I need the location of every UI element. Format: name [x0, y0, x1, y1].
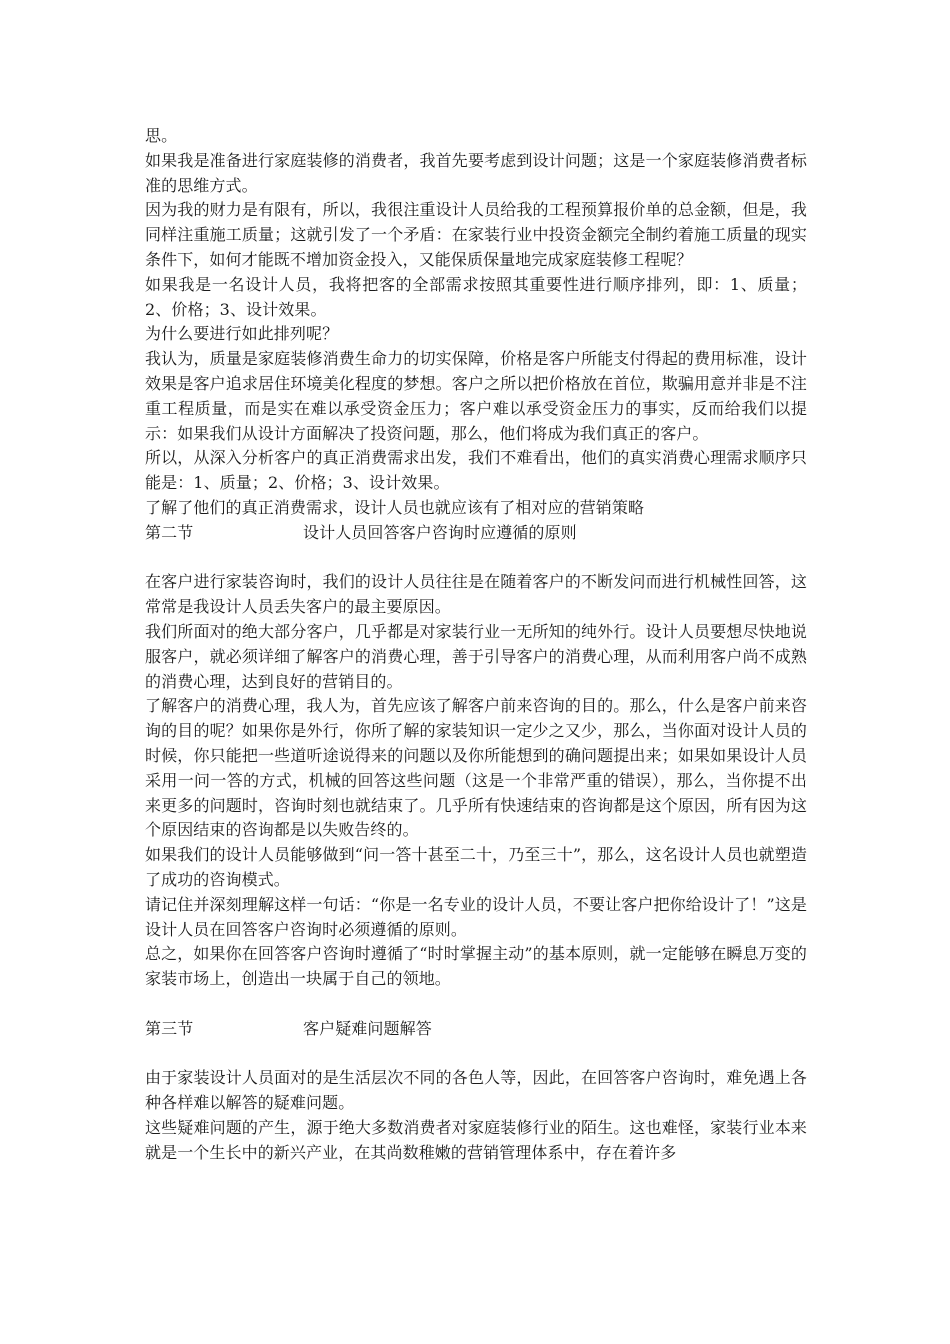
paragraph: 如果我是一名设计人员，我将把客的全部需求按照其重要性进行顺序排列，即：1、质量；2、价格；3、设计效果。: [145, 274, 807, 319]
paragraph: 思。: [145, 126, 178, 145]
paragraph: 了解了他们的真正消费需求，设计人员也就应该有了相对应的营销策略: [145, 497, 645, 517]
section-title: 设计人员回答客户咨询时应遵循的原则: [303, 522, 577, 542]
paragraph: 请记住并深刻理解这样一句话：“你是一名专业的设计人员，不要让客户把你给设计了！”这是设计人员在回答客户咨询时必须遵循的原则。: [145, 894, 807, 939]
blank-line: [145, 546, 807, 571]
paragraph: 如果我们的设计人员能够做到“问一答十甚至二十，乃至三十”，那么，这名设计人员也就塑造了成功的咨询模式。: [145, 845, 807, 889]
paragraph: 在客户进行家装咨询时，我们的设计人员往往是在随着客户的不断发问而进行机械性回答，这常常是我设计人员丢失客户的最主要原因。: [145, 572, 807, 617]
document-body: [145, 124, 807, 1165]
blank-line: [145, 992, 807, 1017]
paragraph: 我认为，质量是家庭装修消费生命力的切实保障，价格是客户所能支付得起的费用标准，设计效果是客户追求居住环境美化程度的梦想。客户之所以把价格放在首位，欺骗用意并非是不注重工程质量，而是实在难以承受资金压力；客户难以承受资金压力的事实，反而给我们以提示：如果我们从设计方面解决了投资问题，那么，他们将成为我们真正的客户。: [145, 349, 807, 443]
blank-line: [145, 1041, 807, 1066]
paragraph: 为什么要进行如此排列呢？: [145, 324, 339, 344]
paragraph: 我们所面对的绝大部分客户，几乎都是对家装行业一无所知的纯外行。设计人员要想尽快地说服客户，就必须详细了解客户的消费心理，善于引导客户的消费心理，从而利用客户尚不成熟的消费心理，达到良好的营销目的。: [145, 621, 807, 691]
paragraph: 总之，如果你在回答客户咨询时遵循了“时时掌握主动”的基本原则，就一定能够在瞬息万变的家装市场上，创造出一块属于自己的领地。: [145, 944, 807, 989]
section-title: 客户疑难问题解答: [303, 1018, 432, 1038]
section-heading: [145, 1017, 807, 1042]
paragraph: 了解客户的消费心理，我人为，首先应该了解客户前来咨询的目的。那么，什么是客户前来咨询的目的呢？如果你是外行，你所了解的家装知识一定少之又少，那么，当你面对设计人员的时候，你只能把一些道听途说得来的问题以及你所能想到的确问题提出来；如果如果设计人员采用一问一答的方式，机械的回答这些问题（这是一个非常严重的错误），那么，当你提不出来更多的问题时，咨询时刻也就结束了。几乎所有快速结束的咨询都是这个原因，所有因为这个原因结束的咨询都是以失败告终的。: [145, 696, 807, 840]
section-number: 第二节: [145, 522, 194, 542]
paragraph: 如果我是准备进行家庭装修的消费者，我首先要考虑到设计问题；这是一个家庭装修消费者标准的思维方式。: [145, 150, 807, 195]
section-number: 第三节: [145, 1018, 194, 1038]
paragraph: 因为我的财力是有限有，所以，我很注重设计人员给我的工程预算报价单的总金额，但是，我同样注重施工质量；这就引发了一个矛盾：在家装行业中投资金额完全制约着施工质量的现实条件下，如何才能既不增加资金投入，又能保质保量地完成家庭装修工程呢？: [145, 200, 807, 269]
section-heading: [145, 521, 807, 546]
paragraph: 由于家装设计人员面对的是生活层次不同的各色人等，因此，在回答客户咨询时，难免遇上各种各样难以解答的疑难问题。: [145, 1068, 807, 1113]
paragraph: 所以，从深入分析客户的真正消费需求出发，我们不难看出，他们的真实消费心理需求顺序只能是：1、质量；2、价格；3、设计效果。: [145, 448, 807, 493]
paragraph: 这些疑难问题的产生，源于绝大多数消费者对家庭装修行业的陌生。这也难怪，家装行业本来就是一个生长中的新兴产业，在其尚数稚嫩的营销管理体系中，存在着许多: [145, 1117, 807, 1162]
